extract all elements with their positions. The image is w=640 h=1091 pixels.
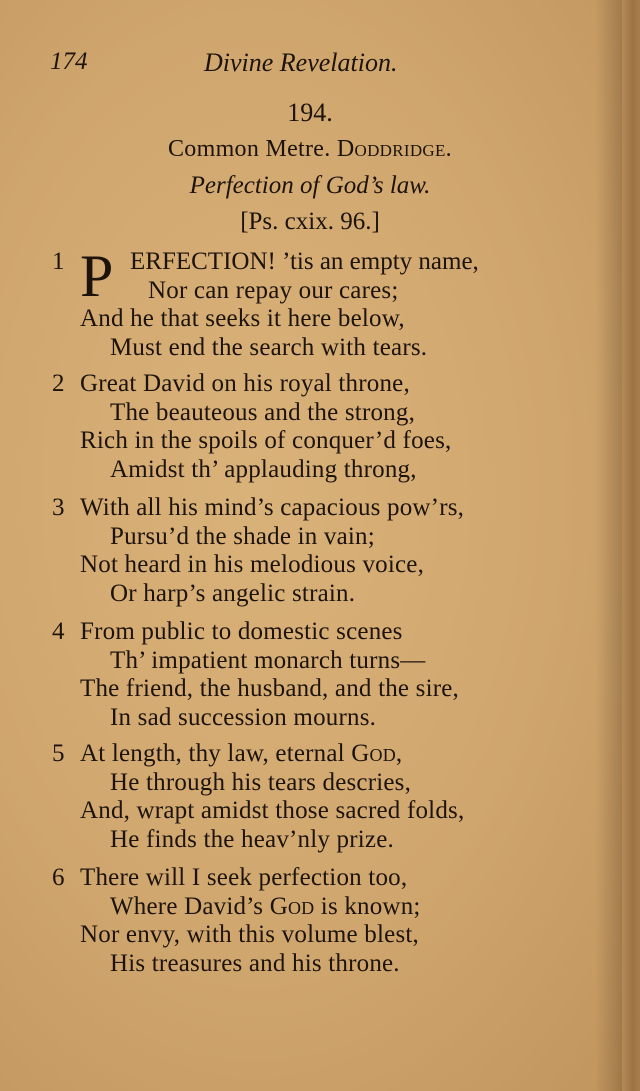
stanza-number: 2 [52, 370, 65, 397]
verse-line: Great David on his royal throne, [80, 370, 410, 397]
page-edge [622, 0, 640, 1091]
verse-line [110, 893, 421, 921]
verse-line: Amidst th’ applauding throng, [110, 456, 417, 483]
stanza-number: 4 [52, 618, 65, 645]
hymn-title: Perfection of God’s law. [189, 172, 431, 199]
verse-line: He finds the heav’nly prize. [110, 826, 394, 853]
stanza-number: 3 [52, 494, 65, 521]
verse-line: And he that seeks it here below, [80, 305, 405, 332]
verse-line: Th’ impatient monarch turns— [110, 647, 426, 674]
small-caps-word: God, [351, 740, 403, 767]
verse-line: Not heard in his melodious voice, [80, 551, 425, 578]
verse-line: The beauteous and the strong, [110, 399, 416, 426]
verse-line: And, wrapt amidst those sacred folds, [80, 797, 465, 824]
verse-line: ERFECTION! ’tis an empty name, [130, 248, 479, 275]
page-number: 174 [50, 48, 88, 75]
verse-text: Where David’s [110, 893, 264, 920]
verse-line: There will I seek perfection too, [80, 864, 408, 891]
verse-line: From public to domestic scenes [80, 618, 403, 645]
verse-line: Nor can repay our cares; [148, 277, 399, 304]
verse-text: is known; [314, 893, 421, 920]
verse-line: In sad succession mourns. [110, 704, 377, 731]
verse-line: The friend, the husband, and the sire, [80, 675, 460, 702]
drop-cap: P [80, 243, 114, 309]
hymn-number: 194. [287, 98, 333, 127]
hymn-metre [40, 136, 580, 163]
verse-line: Nor envy, with this volume blest, [80, 921, 419, 948]
verse-line: Must end the search with tears. [110, 334, 428, 361]
verse-text: At length, thy law, eternal [80, 740, 345, 767]
verse-line: Rich in the spoils of conquer’d foes, [80, 427, 452, 454]
page-header [38, 48, 580, 82]
verse-line: Or harp’s angelic strain. [110, 580, 356, 607]
stanza-number: 1 [52, 248, 65, 275]
small-caps-word: God [269, 893, 315, 920]
stanza-number: 5 [52, 740, 65, 767]
verse-line: With all his mind’s capacious pow’rs, [80, 494, 465, 521]
verse-line: He through his tears descries, [110, 769, 412, 796]
running-title: Divine Revelation. [204, 48, 398, 77]
verse-line: Pursu’d the shade in vain; [110, 523, 375, 550]
hymn-author: Doddridge. [336, 136, 452, 162]
metre-label: Common Metre. [168, 136, 331, 162]
stanza-number: 6 [52, 864, 65, 891]
verse-line [80, 740, 402, 768]
verse-line: His treasures and his throne. [110, 950, 400, 977]
scripture-reference: [Ps. cxix. 96.] [240, 208, 380, 235]
